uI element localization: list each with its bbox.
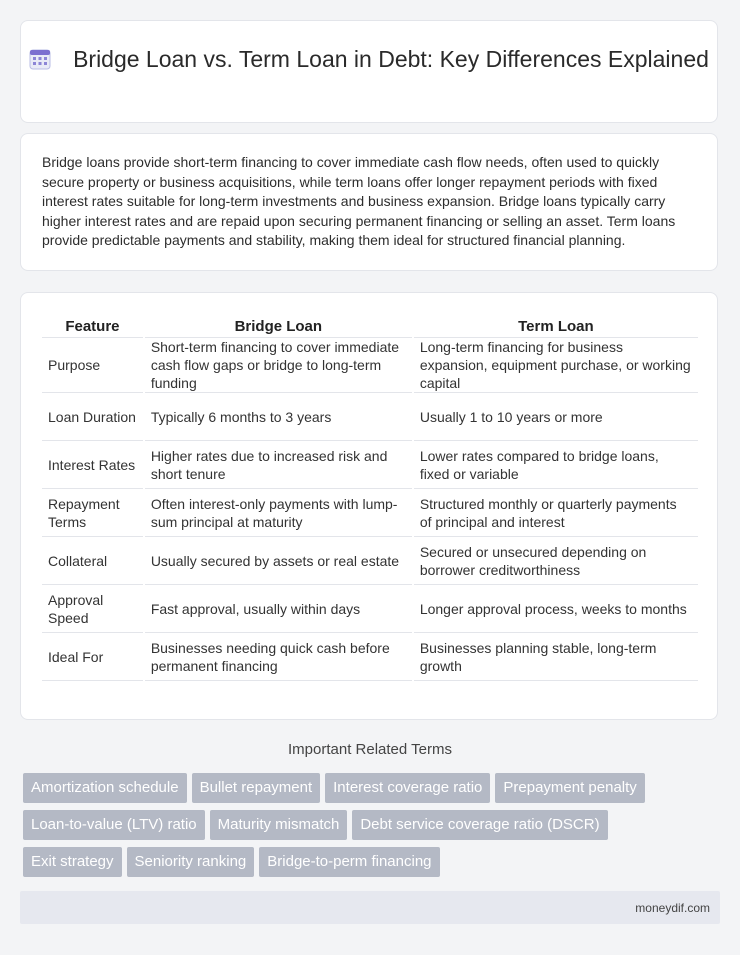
feature-cell: Interest Rates [42,441,144,489]
related-term-tag[interactable]: Debt service coverage ratio (DSCR) [352,810,607,840]
comparison-card [20,292,718,720]
table-row [42,585,698,633]
term-cell: Long-term financing for business expansion, equipment purchase, or working capital [413,338,698,393]
related-term-tag[interactable]: Interest coverage ratio [325,773,490,803]
term-cell: Longer approval process, weeks to months [413,585,698,633]
feature-cell: Repayment Terms [42,489,144,537]
term-cell: Structured monthly or quarterly payments of principal and interest [413,489,698,537]
bridge-cell: Businesses needing quick cash before permanent financing [144,633,413,681]
related-term-tag[interactable]: Maturity mismatch [210,810,348,840]
related-term-tag[interactable]: Bullet repayment [192,773,321,803]
page-title-wrap [21,45,717,74]
footer-bar [20,891,720,924]
table-row [42,633,698,681]
page-title: Bridge Loan vs. Term Loan in Debt: Key Differences Explained [73,46,709,72]
related-term-tag[interactable]: Prepayment penalty [495,773,644,803]
table-header-row [42,315,698,338]
related-term-tag[interactable]: Amortization schedule [23,773,187,803]
table-row [42,489,698,537]
related-terms-list [23,773,723,884]
feature-cell: Approval Speed [42,585,144,633]
feature-cell: Loan Duration [42,393,144,441]
header-term-loan: Term Loan [413,315,698,338]
comparison-table [42,315,698,681]
feature-cell: Purpose [42,338,144,393]
table-row [42,537,698,585]
feature-cell: Ideal For [42,633,144,681]
term-cell: Secured or unsecured depending on borrower creditworthiness [413,537,698,585]
bridge-cell: Fast approval, usually within days [144,585,413,633]
related-term-tag[interactable]: Loan-to-value (LTV) ratio [23,810,205,840]
term-cell: Lower rates compared to bridge loans, fixed or variable [413,441,698,489]
footer-site-link[interactable]: moneydif.com [635,901,710,915]
feature-cell: Collateral [42,537,144,585]
related-terms-title: Important Related Terms [288,741,452,758]
table-row [42,338,698,393]
related-term-tag[interactable]: Bridge-to-perm financing [259,847,439,877]
bridge-cell: Higher rates due to increased risk and short tenure [144,441,413,489]
bridge-cell: Often interest-only payments with lump-sum principal at maturity [144,489,413,537]
title-card [20,20,718,123]
related-term-tag[interactable]: Exit strategy [23,847,122,877]
table-row [42,393,698,441]
term-cell: Usually 1 to 10 years or more [413,393,698,441]
related-term-tag[interactable]: Seniority ranking [127,847,255,877]
table-row [42,441,698,489]
bridge-cell: Short-term financing to cover immediate cash flow gaps or bridge to long-term funding [144,338,413,393]
term-cell: Businesses planning stable, long-term growth [413,633,698,681]
intro-card [20,133,718,271]
intro-paragraph: Bridge loans provide short-term financing to cover immediate cash flow needs, often used to quickly secure property or business acquisitions, while term loans offer longer repayment periods with fixed interest rates suitable for long-term investments and business expansion. Bridge loans typically carry higher interest rates and are repaid upon securing permanent financing or selling an asset. Term loans provide predictable payments and stability, making them ideal for structured financial planning. [42,154,676,249]
calendar-icon [29,48,51,70]
bridge-cell: Usually secured by assets or real estate [144,537,413,585]
header-bridge-loan: Bridge Loan [144,315,413,338]
header-feature: Feature [42,315,144,338]
bridge-cell: Typically 6 months to 3 years [144,393,413,441]
